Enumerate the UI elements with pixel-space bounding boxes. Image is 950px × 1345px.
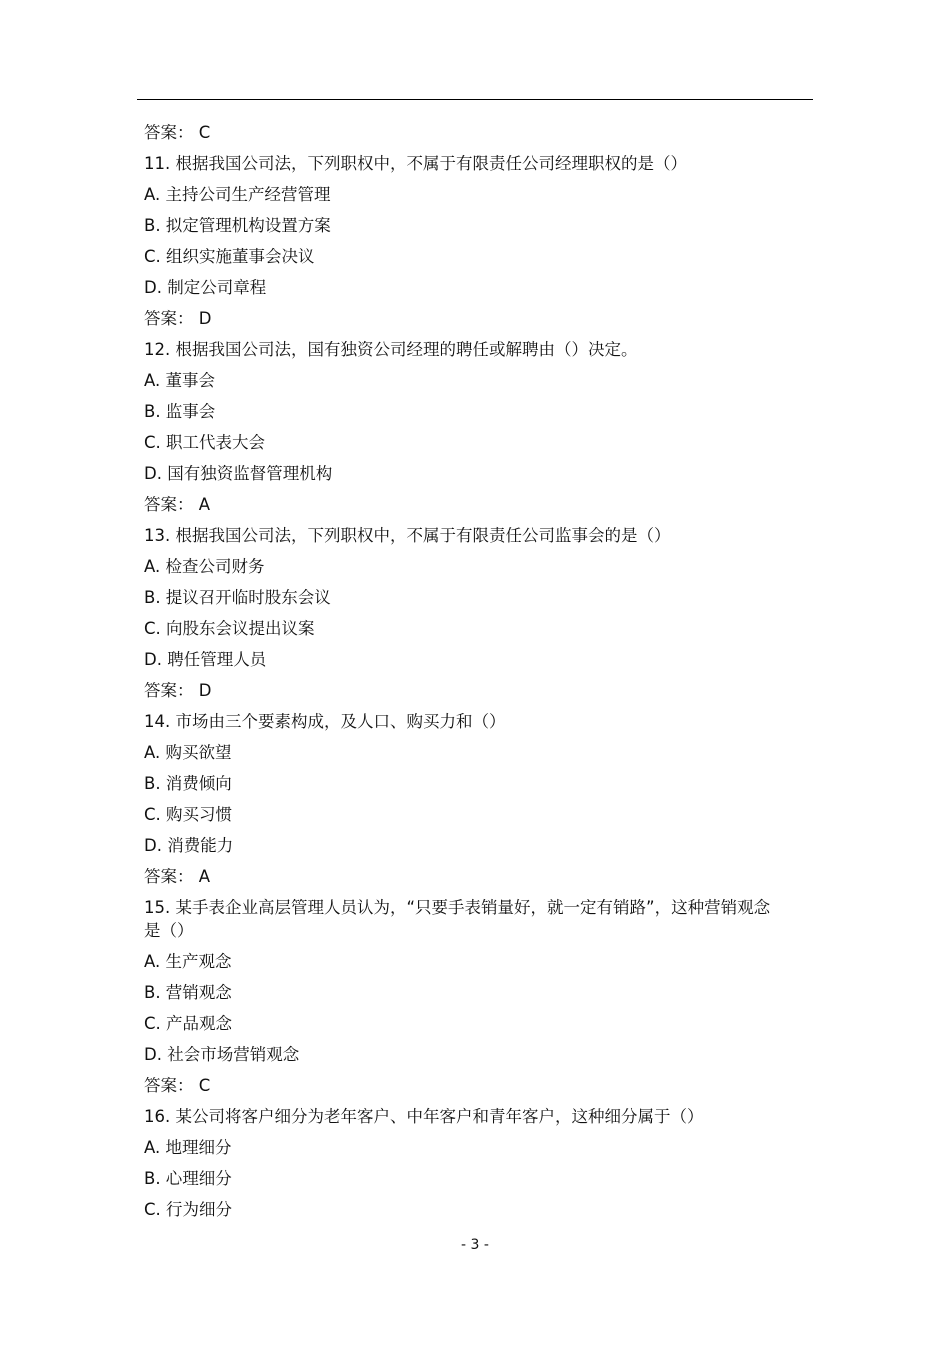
option-line: C. 组织实施董事会决议 <box>144 247 315 266</box>
answer-line: 答案： A <box>144 495 211 514</box>
question-13: 13. 根据我国公司法，下列职权中，不属于有限责任公司监事会的是（） <box>144 526 671 545</box>
option-line: B. 提议召开临时股东会议 <box>144 588 331 607</box>
option-line: D. 聘任管理人员 <box>144 650 267 669</box>
option-line: D. 社会市场营销观念 <box>144 1045 300 1064</box>
option-line: C. 产品观念 <box>144 1014 233 1033</box>
option-line: A. 地理细分 <box>144 1138 232 1157</box>
option-line: C. 向股东会议提出议案 <box>144 619 315 638</box>
option-line: C. 购买习惯 <box>144 805 233 824</box>
document-body <box>144 117 784 1225</box>
option-line: B. 消费倾向 <box>144 774 232 793</box>
question-14: 14. 市场由三个要素构成，及人口、购买力和（） <box>144 712 506 731</box>
option-line: B. 监事会 <box>144 402 216 421</box>
option-line: A. 董事会 <box>144 371 215 390</box>
answer-line: 答案： C <box>144 1076 211 1095</box>
option-line: B. 营销观念 <box>144 983 232 1002</box>
option-line: A. 生产观念 <box>144 952 232 971</box>
header-rule <box>137 99 813 100</box>
option-line: C. 职工代表大会 <box>144 433 266 452</box>
question-11: 11. 根据我国公司法，下列职权中，不属于有限责任公司经理职权的是（） <box>144 154 687 173</box>
question-15: 15. 某手表企业高层管理人员认为，“只要手表销量好，就一定有销路”，这种营销观念是（） <box>144 898 771 940</box>
option-line: B. 心理细分 <box>144 1169 232 1188</box>
question-16: 16. 某公司将客户细分为老年客户、中年客户和青年客户，这种细分属于（） <box>144 1107 704 1126</box>
answer-line: 答案： C <box>144 123 211 142</box>
option-line: A. 购买欲望 <box>144 743 232 762</box>
option-line: A. 检查公司财务 <box>144 557 265 576</box>
option-line: D. 制定公司章程 <box>144 278 267 297</box>
option-line: D. 国有独资监督管理机构 <box>144 464 333 483</box>
answer-line: 答案： A <box>144 867 211 886</box>
option-line: D. 消费能力 <box>144 836 234 855</box>
option-line: A. 主持公司生产经营管理 <box>144 185 331 204</box>
option-line: B. 拟定管理机构设置方案 <box>144 216 331 235</box>
question-12: 12. 根据我国公司法，国有独资公司经理的聘任或解聘由（）决定。 <box>144 340 638 359</box>
answer-line: 答案： D <box>144 681 212 700</box>
answer-line: 答案： D <box>144 309 212 328</box>
page-number: - 3 - <box>461 1237 489 1253</box>
option-line: C. 行为细分 <box>144 1200 233 1219</box>
